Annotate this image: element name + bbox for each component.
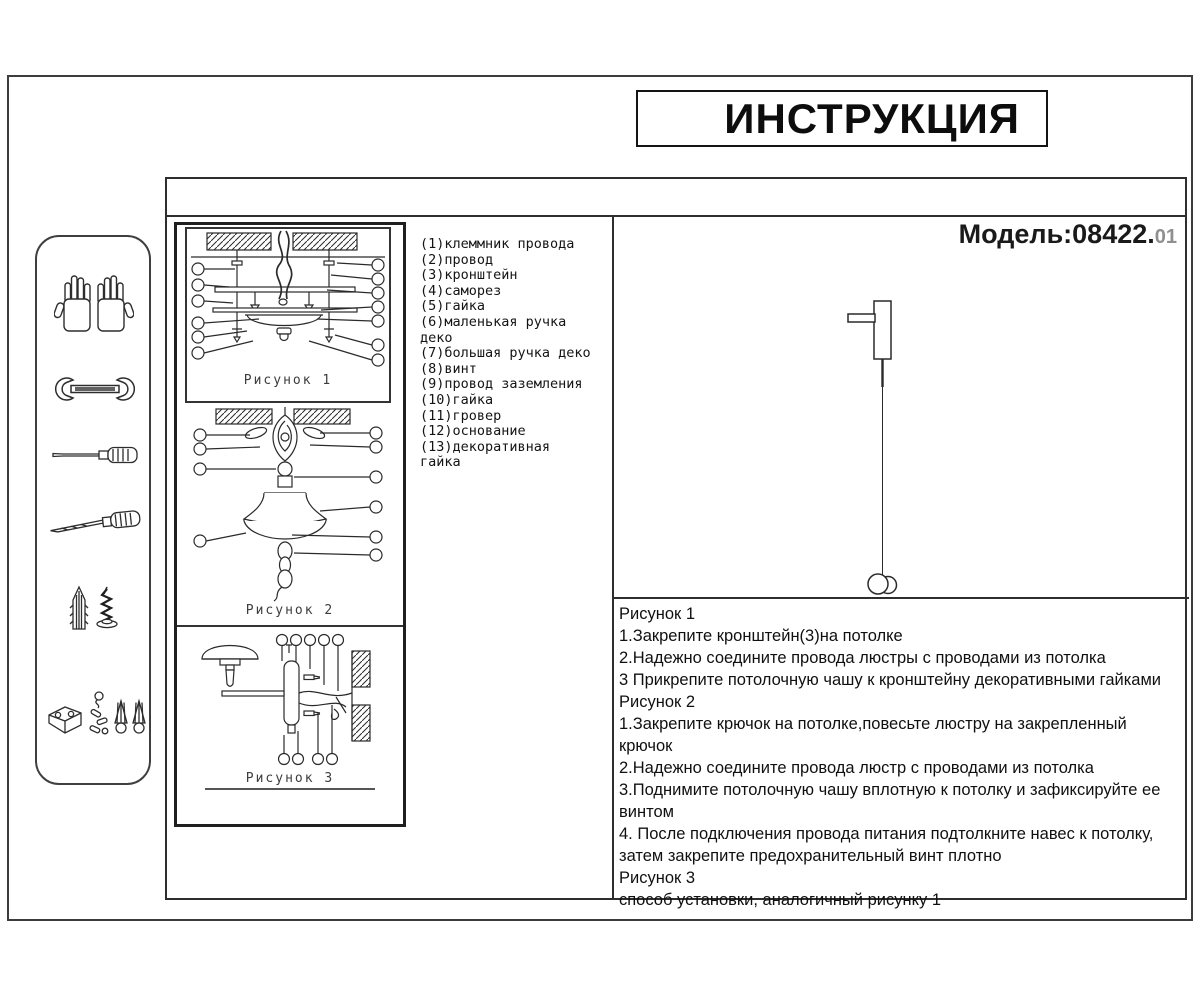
instruction-line: 4. После подключения провода питания подтолкните навес к потолку, затем закрепите предохранительный винт плотно [619,825,1154,865]
part-line: (13)декоративная гайка [420,438,551,471]
instruction-line: 3 Прикрепите потолочную чашу к кронштейну декоративными гайками [619,671,1162,689]
installation-instructions [619,603,1167,911]
instruction-line: 2.Надежно соедините провода люстр с проводами из потолка [619,759,1094,777]
instructions-divider [613,597,1189,599]
header-strip [167,179,1185,217]
fasteners-set-icon [43,687,147,747]
part-line: (12)основание [420,423,526,440]
figure-3-wall-sconce-diagram [188,631,388,771]
figure-3-caption-underline [205,788,375,790]
model-number [614,219,1177,250]
part-line: (3)кронштейн [420,267,518,284]
part-line: (10)гайка [420,391,494,408]
figure-2-area [188,407,392,618]
figure-separator-line [177,625,403,627]
figure-3-caption: Рисунок 3 [245,771,335,786]
figure-2-caption: Рисунок 2 [245,603,335,618]
work-gloves-icon [54,263,134,335]
part-line: (6)маленькая ручка деко [420,313,567,346]
instruction-line: Рисунок 1 [619,605,695,623]
figures-panel [174,222,406,827]
pendant-lamp-drawing [808,297,958,597]
instruction-line: 1.Закрепите крючок на потолке,повесьте люстру на закрепленный крючок [619,715,1127,755]
open-end-wrench-icon [51,375,139,403]
column-divider [612,217,614,898]
figure-3-area [188,631,392,790]
instruction-line: 3.Поднимите потолочную чашу вплотную к потолку и зафиксируйте ее винтом [619,781,1161,821]
model-suffix: 01 [1154,226,1177,248]
instruction-line: Рисунок 3 [619,869,695,887]
main-content-box [165,177,1187,909]
instruction-line: Рисунок 2 [619,693,695,711]
part-line: (5)гайка [420,298,486,315]
parts-list [420,237,598,471]
figure-1-caption: Рисунок 1 [243,373,333,388]
page-title: ИНСТРУКЦИЯ [724,95,1020,142]
part-line: (9)провод заземления [420,376,583,393]
instruction-line: 1.Закрепите кронштейн(3)на потолке [619,627,903,645]
part-line: (4)саморез [420,282,502,299]
long-screwdriver-icon [47,507,143,539]
part-line: (2)провод [420,251,494,268]
title-box [636,90,1048,147]
model-label: Модель:08422. [958,219,1155,249]
part-line: (1)клеммник провода [420,236,575,252]
instruction-line: 2.Надежно соедините провода люстры с проводами из потолка [619,649,1106,667]
figure-1-ceiling-mount-diagram [187,229,389,373]
tools-sidebar [35,235,151,785]
wall-anchor-and-screw-icon [65,585,125,637]
flat-screwdriver-icon [49,443,141,467]
instruction-line: способ установки, аналогичный рисунку 1 [619,891,942,909]
figure-1-box [185,227,391,403]
part-line: (7)большая ручка деко [420,345,591,362]
figure-2-hook-hanging-diagram [188,407,388,603]
part-line: (11)гровер [420,407,502,424]
part-line: (8)винт [420,360,477,377]
